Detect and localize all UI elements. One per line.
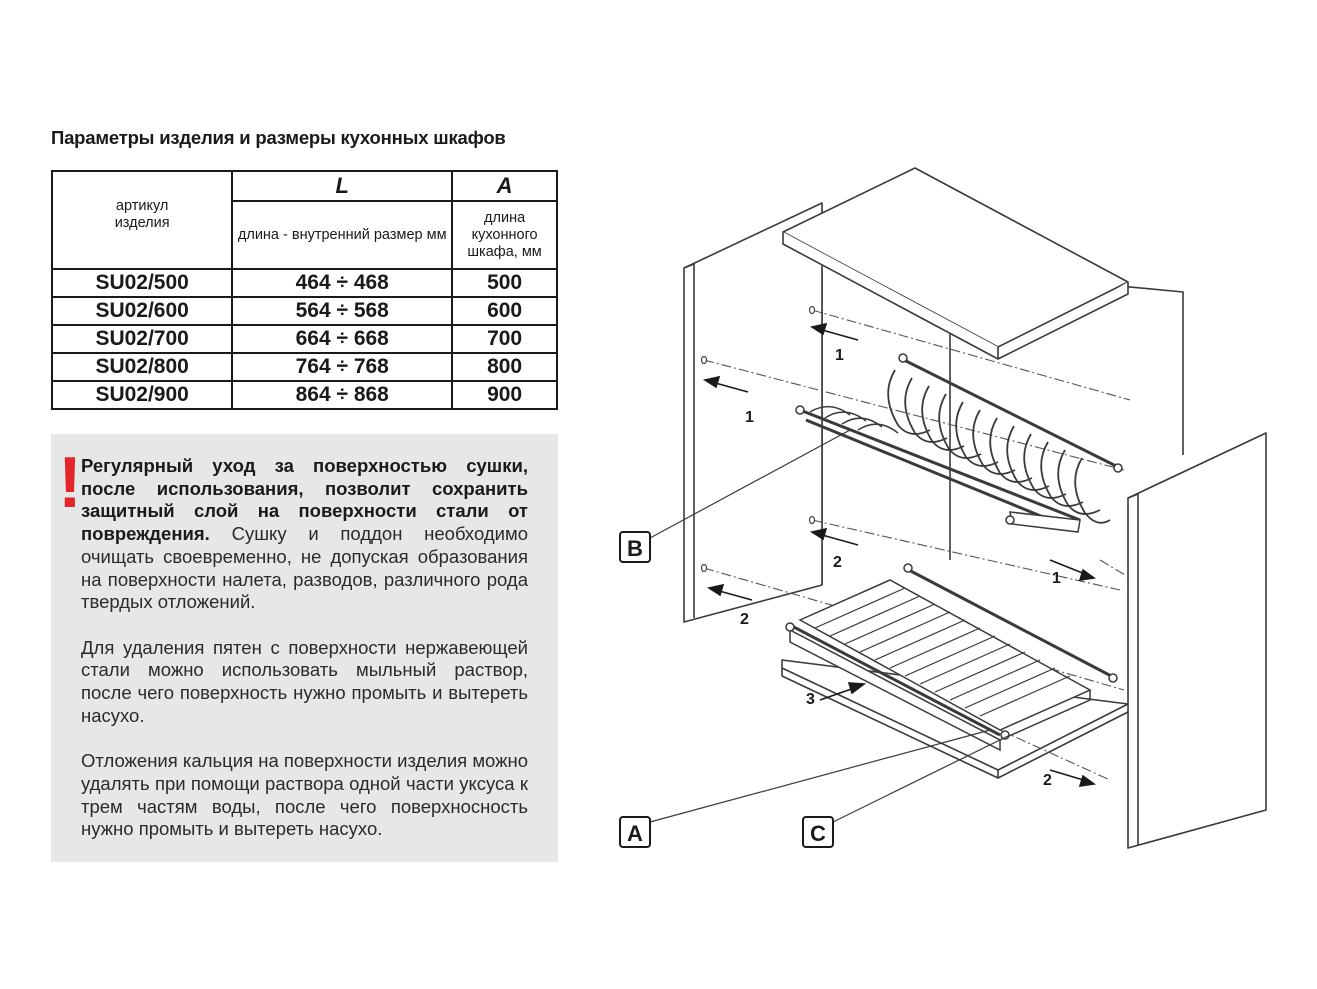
- cell-code: SU02/500: [52, 269, 232, 297]
- arrow-label-1: 1: [745, 409, 754, 426]
- arrow-label-2: 2: [833, 554, 842, 571]
- spec-table: [51, 170, 558, 410]
- upper-plate-rack: [796, 354, 1122, 532]
- header-article: [52, 171, 232, 269]
- warning-exclamation-icon: !: [58, 443, 82, 523]
- cell-range: 764 ÷ 768: [232, 353, 452, 381]
- callout-a: [620, 817, 650, 847]
- care-note: [51, 434, 558, 862]
- callout-c: [803, 817, 833, 847]
- cell-a: 500: [452, 269, 557, 297]
- arrow-label-1: 1: [1052, 570, 1061, 587]
- cell-a: 800: [452, 353, 557, 381]
- care-note-text: [81, 455, 528, 864]
- header-l: L: [232, 171, 452, 201]
- cell-range: 464 ÷ 468: [232, 269, 452, 297]
- header-a-sub-label: длина кухонного шкафа, мм: [467, 209, 542, 260]
- arrow-label-2: 2: [740, 611, 749, 628]
- table-row: [52, 325, 557, 353]
- cell-code: SU02/600: [52, 297, 232, 325]
- cell-a: 700: [452, 325, 557, 353]
- arrow-label-3: 3: [806, 691, 815, 708]
- callout-b: [620, 532, 650, 562]
- cell-a: 600: [452, 297, 557, 325]
- cabinet-right-side: [1128, 433, 1266, 848]
- header-l-sub: [232, 201, 452, 269]
- cell-range: 664 ÷ 668: [232, 325, 452, 353]
- callout-b-label: B: [627, 536, 643, 561]
- header-a-sub: [452, 201, 557, 269]
- arrow-label-2: 2: [1043, 772, 1052, 789]
- callout-c-label: C: [810, 821, 826, 846]
- table-row: [52, 381, 557, 409]
- cabinet-assembly-diagram: [600, 150, 1280, 870]
- cell-a: 900: [452, 381, 557, 409]
- arrow-label-1: 1: [835, 347, 844, 364]
- cell-code: SU02/700: [52, 325, 232, 353]
- page-title: Параметры изделия и размеры кухонных шкафов: [51, 127, 506, 148]
- care-note-paragraph: Для удаления пятен с поверхности нержавеющей стали можно использовать мыльный раствор, после чего поверхность нужно промыть и вытереть насухо.: [81, 636, 528, 726]
- callout-a-label: A: [627, 821, 643, 846]
- table-row: [52, 297, 557, 325]
- cell-code: SU02/800: [52, 353, 232, 381]
- header-l-sub-label: длина - внутренний размер мм: [237, 226, 447, 243]
- cell-range: 564 ÷ 568: [232, 297, 452, 325]
- cell-code: SU02/900: [52, 381, 232, 409]
- header-article-label: артикул изделия: [114, 198, 170, 231]
- header-a: A: [452, 171, 557, 201]
- care-note-bold: Регулярный уход за поверхностью сушки, после использования, позволит сохранить защитный слой на поверхности стали от повреждения.: [81, 455, 528, 545]
- cell-range: 864 ÷ 868: [232, 381, 452, 409]
- care-note-rest: Сушку и поддон необходимо очищать своевременно, не допуская образования на поверхности налета, разводов, различного рода твердых отложений.: [81, 523, 528, 613]
- care-note-paragraph: [81, 455, 528, 614]
- table-row: [52, 353, 557, 381]
- care-note-paragraph: Отложения кальция на поверхности изделия можно удалять при помощи раствора одной части уксуса к трем частям воды, после чего поверхносность нужно промыть и вытереть насухо.: [81, 750, 528, 840]
- table-row: [52, 269, 557, 297]
